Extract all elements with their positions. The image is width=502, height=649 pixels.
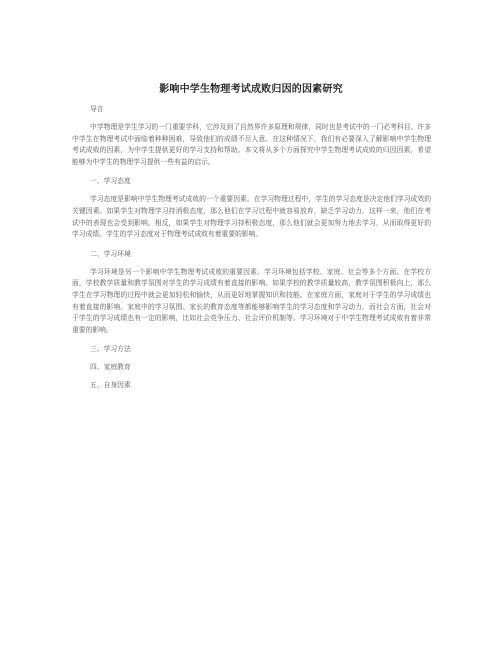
section-heading-family-education: 四、家庭教育 [90,363,131,372]
section-heading-learning-method: 三、学习方法 [90,345,131,354]
document-title: 影响中学生物理考试成败归因的因素研究 [159,84,343,95]
section-heading-learning-environment: 二、学习环境 [90,249,131,258]
intro-heading: 导言 [90,105,104,113]
document-body [72,104,431,398]
section-heading-learning-attitude: 一、学习态度 [90,177,131,186]
section-paragraph-learning-environment: 学习环境是另一个影响中学生物理考试成败的重要因素。学习环境包括学校、家庭、社会等多个方面。在学校方面，学校教学质量和教学氛围对学生的学习成绩有着直接的影响。如果学校的教学质量较高，教学氛围积极向上，那么学生在学习物理的过程中就会更加轻松和愉快，从而更好地掌握知识和技能。在家庭方面，家庭对于学生的学习成绩也有着直接的影响。家庭中的学习氛围、家长的教育态度等都能够影响学生的学习态度和学习动力。而社会方面，社会对于学生的学习成绩也有一定的影响，比如社会竞争压力、社会评价机制等。学习环境对于中学生物理考试成败有着非常重要的影响。 [72,267,431,334]
intro-paragraph: 中学物理是学生学习的一门重要学科，它涉及到了自然界许多原理和规律，同时也是考试中的一门必考科目。许多中学生在物理考试中面临着种种困难，导致他们的成绩不尽人意。在这种情况下，我们有必要深入了解影响中学生物理考试成败的因素，为中学生提供更好的学习支持和帮助。本文将从多个方面探究中学生物理考试成败的归因因素，希望能够为中学生的物理学习提供一些有益的启示。 [72,123,431,166]
section-paragraph-learning-attitude: 学习态度是影响中学生物理考试成败的一个重要因素。在学习物理过程中，学生的学习态度是决定他们学习成效的关键因素。如果学生对物理学习持消极态度，那么他们在学习过程中就容易放弃，缺乏学习动力。这样一来，他们在考试中的表现也会受到影响。相反，如果学生对物理学习持积极态度，那么他们就会更加努力地去学习，从而取得更好的学习成绩。学生的学习态度对于物理考试成败有着重要的影响。 [72,195,431,239]
section-heading-personal-factors: 五、自身因素 [90,381,131,390]
